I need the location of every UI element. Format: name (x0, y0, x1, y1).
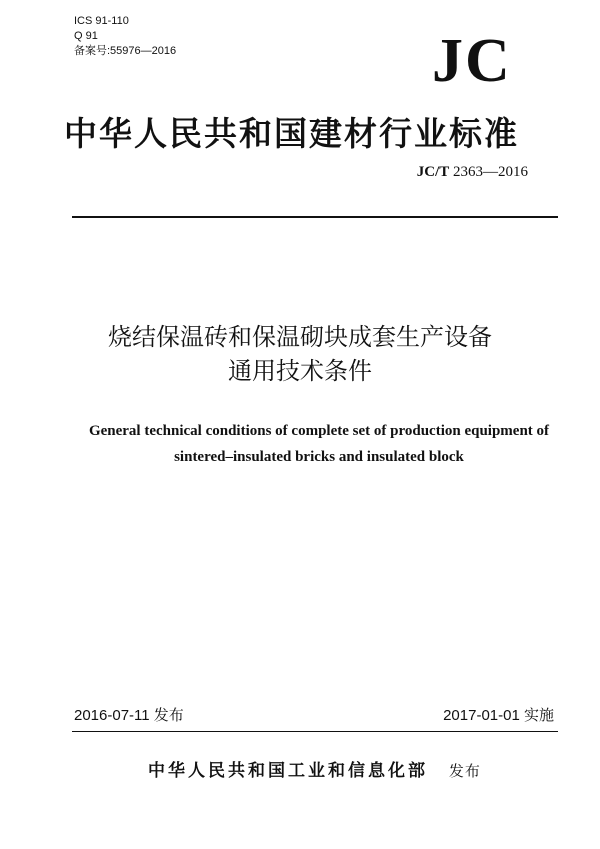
standard-mark: JC (432, 27, 512, 95)
authority-name: 中华人民共和国工业和信息化部 (148, 761, 428, 781)
english-title (0, 418, 600, 470)
chinese-title-line-1: 烧结保温砖和保温砌块成套生产设备 (108, 323, 492, 351)
chinese-title (0, 320, 600, 388)
issuing-authority (148, 760, 481, 782)
standard-code (417, 163, 528, 181)
implementation-date: 2017-01-01 实施 (443, 707, 554, 724)
header-divider (72, 216, 558, 218)
ics-code: ICS 91-110 (74, 15, 129, 27)
standard-code-prefix: JC/T (416, 164, 450, 180)
standard-code-number: 2363—2016 (453, 164, 528, 180)
issue-date: 2016-07-11 发布 (74, 707, 184, 724)
english-title-line-2: sintered–insulated bricks and insulated block (174, 449, 464, 465)
english-title-line-1: General technical conditions of complete set of production equipment of (88, 423, 550, 439)
record-number: 备案号:55976—2016 (74, 45, 177, 57)
industry-standard-title: 中华人民共和国建材行业标准 (64, 114, 519, 153)
publish-label: 发布 (448, 762, 481, 780)
footer-divider (72, 731, 558, 732)
chinese-title-line-2: 通用技术条件 (228, 357, 372, 385)
classification-block (74, 14, 176, 59)
ccs-code: Q 91 (74, 30, 98, 42)
